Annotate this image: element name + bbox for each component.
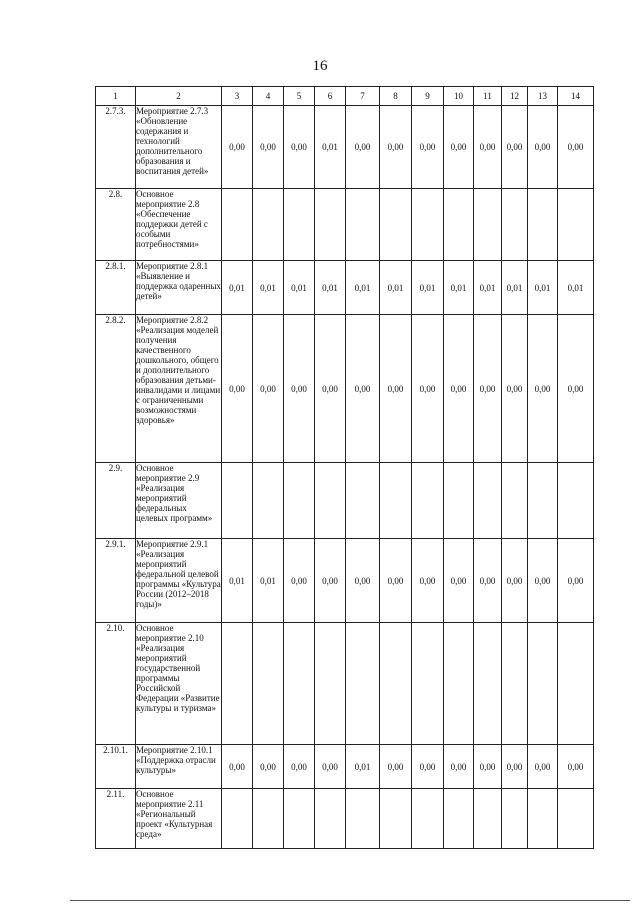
row-value: 0,01 xyxy=(474,261,502,315)
row-value: 0,00 xyxy=(558,315,594,463)
row-value: 0,00 xyxy=(222,106,253,189)
row-value xyxy=(346,789,380,849)
row-value xyxy=(558,623,594,745)
table-row xyxy=(96,315,594,463)
row-value: 0,00 xyxy=(528,539,558,623)
row-value: 0,00 xyxy=(315,315,346,463)
row-value xyxy=(315,189,346,261)
row-value: 0,01 xyxy=(284,261,315,315)
row-value xyxy=(222,789,253,849)
row-value xyxy=(412,623,444,745)
row-value: 0,00 xyxy=(380,745,412,789)
col-header: 6 xyxy=(315,87,346,106)
table-row xyxy=(96,261,594,315)
table-row xyxy=(96,106,594,189)
expenditure-table xyxy=(95,86,594,849)
row-value: 0,00 xyxy=(412,539,444,623)
row-value: 0,01 xyxy=(444,261,474,315)
row-value: 0,00 xyxy=(502,539,528,623)
row-value: 0,00 xyxy=(412,315,444,463)
row-value xyxy=(253,623,284,745)
row-name: Основное мероприятие 2.9 «Реализация мероприятий федеральных целевых программ» xyxy=(136,463,222,539)
row-value xyxy=(284,789,315,849)
row-value xyxy=(412,189,444,261)
row-value: 0,00 xyxy=(380,106,412,189)
row-name: Основное мероприятие 2.8 «Обеспечение поддержки детей с особыми потребностями» xyxy=(136,189,222,261)
row-value xyxy=(315,623,346,745)
row-value xyxy=(528,789,558,849)
row-value xyxy=(502,463,528,539)
row-value: 0,00 xyxy=(346,315,380,463)
row-value: 0,00 xyxy=(502,315,528,463)
row-value: 0,01 xyxy=(315,106,346,189)
row-value: 0,00 xyxy=(284,539,315,623)
row-value: 0,00 xyxy=(315,745,346,789)
row-value xyxy=(346,463,380,539)
row-value xyxy=(253,789,284,849)
row-value: 0,00 xyxy=(444,106,474,189)
row-value xyxy=(380,189,412,261)
col-header: 5 xyxy=(284,87,315,106)
row-value: 0,00 xyxy=(474,315,502,463)
row-value: 0,00 xyxy=(284,106,315,189)
row-value xyxy=(315,463,346,539)
row-name: Основное мероприятие 2.10 «Реализация мероприятий государственной программы Российской Федерации «Развитие культуры и туризма» xyxy=(136,623,222,745)
col-header: 10 xyxy=(444,87,474,106)
row-value: 0,00 xyxy=(284,745,315,789)
row-code: 2.8. xyxy=(96,189,136,261)
row-name: Мероприятие 2.7.3 «Обновление содержания и технологий дополнительного образования и воспитания детей» xyxy=(136,106,222,189)
row-value xyxy=(502,189,528,261)
col-header: 9 xyxy=(412,87,444,106)
row-value: 0,00 xyxy=(253,106,284,189)
row-code: 2.7.3. xyxy=(96,106,136,189)
row-value: 0,00 xyxy=(558,745,594,789)
table-row xyxy=(96,463,594,539)
row-value: 0,00 xyxy=(558,106,594,189)
header-row xyxy=(96,87,594,106)
table-row xyxy=(96,539,594,623)
table-row xyxy=(96,745,594,789)
row-value xyxy=(502,623,528,745)
row-name: Основное мероприятие 2.11 «Региональный проект «Культурная среда» xyxy=(136,789,222,849)
row-value xyxy=(222,623,253,745)
row-value: 0,00 xyxy=(502,106,528,189)
row-value: 0,00 xyxy=(528,315,558,463)
col-header: 4 xyxy=(253,87,284,106)
row-value xyxy=(444,623,474,745)
row-value xyxy=(474,189,502,261)
row-code: 2.9.1. xyxy=(96,539,136,623)
row-value xyxy=(380,789,412,849)
row-value xyxy=(315,789,346,849)
row-value: 0,00 xyxy=(502,745,528,789)
row-value xyxy=(380,623,412,745)
row-name: Мероприятие 2.9.1 «Реализация мероприятий федеральной целевой программы «Культура России (2012–2018 годы)» xyxy=(136,539,222,623)
row-value: 0,00 xyxy=(444,745,474,789)
row-value: 0,00 xyxy=(412,745,444,789)
row-value: 0,01 xyxy=(380,261,412,315)
row-value xyxy=(444,789,474,849)
col-header: 2 xyxy=(136,87,222,106)
row-code: 2.10.1. xyxy=(96,745,136,789)
row-code: 2.9. xyxy=(96,463,136,539)
row-value xyxy=(346,623,380,745)
row-value: 0,01 xyxy=(558,261,594,315)
row-value: 0,01 xyxy=(253,539,284,623)
col-header: 3 xyxy=(222,87,253,106)
bottom-rule xyxy=(70,900,630,901)
row-value xyxy=(222,189,253,261)
table-row xyxy=(96,189,594,261)
row-value xyxy=(380,463,412,539)
row-code: 2.8.2. xyxy=(96,315,136,463)
row-value xyxy=(474,463,502,539)
col-header: 13 xyxy=(528,87,558,106)
col-header: 7 xyxy=(346,87,380,106)
row-code: 2.8.1. xyxy=(96,261,136,315)
row-value: 0,00 xyxy=(444,539,474,623)
row-value: 0,01 xyxy=(346,261,380,315)
row-value xyxy=(284,189,315,261)
row-value: 0,01 xyxy=(253,261,284,315)
row-value xyxy=(528,623,558,745)
row-value xyxy=(474,789,502,849)
row-value: 0,00 xyxy=(528,106,558,189)
row-value xyxy=(284,623,315,745)
row-value: 0,00 xyxy=(253,315,284,463)
row-value xyxy=(412,463,444,539)
row-value: 0,00 xyxy=(474,106,502,189)
page-number: 16 xyxy=(312,58,328,74)
row-value xyxy=(558,789,594,849)
row-value xyxy=(528,189,558,261)
row-value: 0,00 xyxy=(380,539,412,623)
row-value xyxy=(558,189,594,261)
col-header: 1 xyxy=(96,87,136,106)
row-value xyxy=(474,623,502,745)
row-code: 2.11. xyxy=(96,789,136,849)
row-value: 0,00 xyxy=(380,315,412,463)
row-value xyxy=(558,463,594,539)
row-name: Мероприятие 2.8.1 «Выявление и поддержка одаренных детей» xyxy=(136,261,222,315)
row-value: 0,01 xyxy=(412,261,444,315)
row-value: 0,01 xyxy=(346,745,380,789)
row-value: 0,00 xyxy=(222,315,253,463)
col-header: 8 xyxy=(380,87,412,106)
row-value: 0,00 xyxy=(346,106,380,189)
row-value: 0,00 xyxy=(222,745,253,789)
col-header: 12 xyxy=(502,87,528,106)
col-header: 11 xyxy=(474,87,502,106)
row-value xyxy=(502,789,528,849)
row-value xyxy=(222,463,253,539)
row-name: Мероприятие 2.8.2 «Реализация моделей получения качественного дошкольного, общего и дополнительного образования детьми-инвалидами и лицами с ограниченными возможностями здоровья» xyxy=(136,315,222,463)
table-row xyxy=(96,623,594,745)
row-value xyxy=(253,189,284,261)
row-value: 0,00 xyxy=(444,315,474,463)
row-value: 0,01 xyxy=(502,261,528,315)
row-value xyxy=(444,189,474,261)
row-value: 0,00 xyxy=(528,745,558,789)
row-value xyxy=(444,463,474,539)
row-value xyxy=(284,463,315,539)
row-value: 0,00 xyxy=(412,106,444,189)
row-value: 0,00 xyxy=(474,745,502,789)
row-value: 0,00 xyxy=(315,539,346,623)
row-value xyxy=(528,463,558,539)
col-header: 14 xyxy=(558,87,594,106)
row-value xyxy=(253,463,284,539)
row-value xyxy=(346,189,380,261)
row-value: 0,01 xyxy=(222,539,253,623)
row-value: 0,00 xyxy=(474,539,502,623)
table-row xyxy=(96,789,594,849)
row-value: 0,01 xyxy=(222,261,253,315)
row-code: 2.10. xyxy=(96,623,136,745)
row-value xyxy=(412,789,444,849)
row-value: 0,00 xyxy=(284,315,315,463)
row-value: 0,01 xyxy=(528,261,558,315)
row-value: 0,00 xyxy=(253,745,284,789)
row-name: Мероприятие 2.10.1 «Поддержка отрасли культуры» xyxy=(136,745,222,789)
row-value: 0,00 xyxy=(346,539,380,623)
row-value: 0,01 xyxy=(315,261,346,315)
row-value: 0,00 xyxy=(558,539,594,623)
